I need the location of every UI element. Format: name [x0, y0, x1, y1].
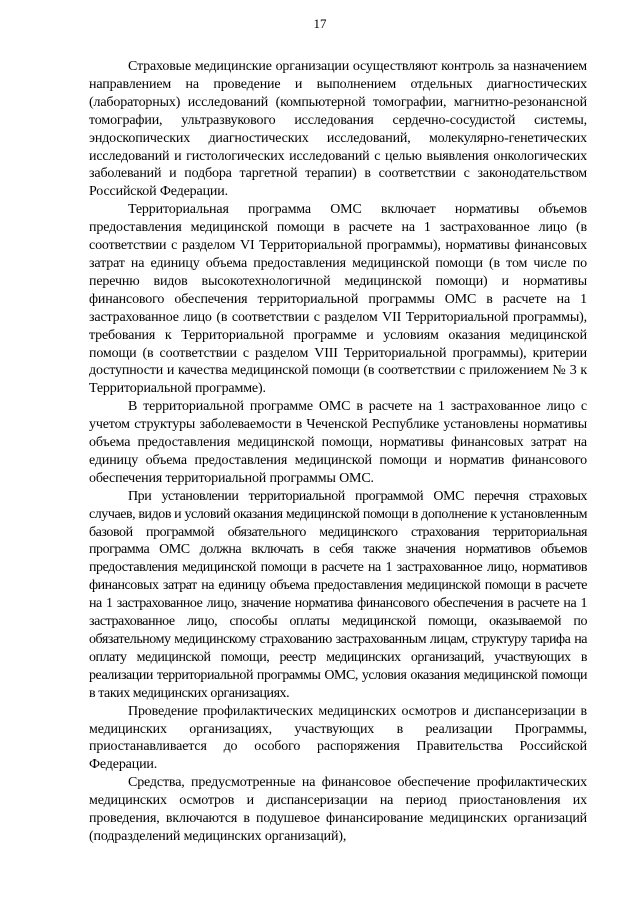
paragraph-insurance-control: Страховые медицинские организации осуществляют контроль за назначением направлением на проведение и выполнением отдельных диагностических (лабораторных) исследований (компьютерной томографии, магнитно-резонансной томографии, ультразвукового исследования сердечно-сосудистой системы, эндоскопических диагностических исследований, молекулярно-генетических исследований и гистологических исследований с целью выявления онкологических заболеваний и подбора таргетной терапии) в соответствии с законодательством Российской Федерации.: [89, 59, 587, 200]
paragraph-chechen-republic-norms: В территориальной программе ОМС в расчете на 1 застрахованное лицо с учетом структуры заболеваемости в Чеченской Республике установлены нормативы объема предоставления медицинской помощи, нормативы финансовых затрат на единицу объема предоставления медицинской помощи и норматив финансового обеспечения территориальной программы ОМС.: [89, 399, 587, 486]
paragraph-funds-allocation: Средства, предусмотренные на финансовое обеспечение профилактических медицинских осмотров и диспансеризации на период приостановления их проведения, включаются в подушевое финансирование медицинских организаций (подразделений медицинских организаций),: [89, 775, 587, 844]
body-text: [89, 58, 587, 846]
paragraph-insurance-cases: При установлении территориальной программой ОМС перечня страховых случаев, видов и условий оказания медицинской помощи в дополнение к установленным базовой программой обязательного медицинского страхования территориальная программа ОМС должна включать в себя также значения нормативов объемов предоставления медицинской помощи в расчете на 1 застрахованное лицо, нормативов финансовых затрат на единицу объема предоставления медицинской помощи в расчете на 1 застрахованное лицо, значение норматива финансового обеспечения в расчете на 1 застрахованное лицо, способы оплаты медицинской помощи, оказываемой по обязательному медицинскому страхованию застрахованным лицам, структуру тарифа на оплату медицинской помощи, реестр медицинских организаций, участвующих в реализации территориальной программы ОМС, условия оказания медицинской помощи в таких медицинских организациях.: [89, 488, 587, 701]
paragraph-checkups-suspended: Проведение профилактических медицинских осмотров и диспансеризации в медицинских организациях, участвующих в реализации Программы, приостанавливается до особого распоряжения Правительства Российской Федерации.: [89, 703, 587, 773]
paragraph-territorial-program-norms: Территориальная программа ОМС включает нормативы объемов предоставления медицинской помощи в расчете на 1 застрахованное лицо (в соответствии с разделом VI Территориальной программы), нормативы финансовых затрат на единицу объема предоставления медицинской помощи (в том числе по перечню видов высокотехнологичной медицинской помощи) и нормативы финансового обеспечения территориальной программы ОМС в расчете на 1 застрахованное лицо (в соответствии с разделом VII Территориальной программы), требования к Территориальной программе и условиям оказания медицинской помощи (в соответствии с разделом VIII Территориальной программы), критерии доступности и качества медицинской помощи (в соответствии с приложением № 3 к Территориальной программе).: [89, 202, 587, 397]
page-number: 17: [313, 16, 327, 31]
